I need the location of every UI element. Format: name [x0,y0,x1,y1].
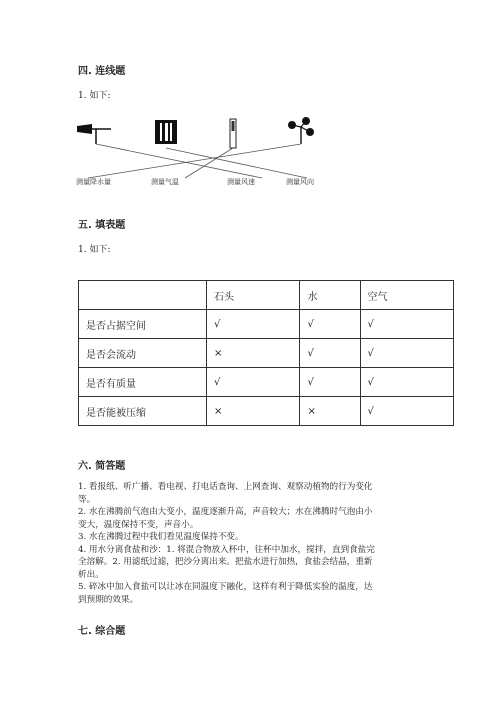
table-header-cell: 石头 [207,281,300,310]
answer-line: 4. 用水分离食盐和沙：1. 将混合物放入杯中，往杯中加水，搅拌，直到食盐完 [78,544,375,555]
table-cell: 是否有质量 [79,368,207,397]
table-row [79,397,454,426]
label-wind-direction: 测量风向 [286,178,314,186]
section-4-title: 四. 连线题 [78,66,126,77]
wind-speed-gauge-icon [230,119,236,148]
table-cell: √ [300,339,360,368]
section-7-title: 七. 综合题 [78,626,126,637]
table-cell: √ [360,397,453,426]
section-5-title: 五. 填表题 [78,220,126,231]
property-table [78,280,454,426]
label-precipitation: 测量降水量 [76,178,111,186]
table-row [79,368,454,397]
table-cell: 是否会流动 [79,339,207,368]
answer-line: 等。 [78,494,96,505]
answer-line: 1. 看报纸、听广播、看电视、打电话查询、上网查询、观察动植物的行为变化 [78,482,373,492]
table-row [79,339,454,368]
table-header-cell: 空气 [360,281,453,310]
table-cell: √ [207,310,300,339]
label-temperature: 测量气温 [151,178,179,186]
answer-line: 变大，温度保持不变，声音小。 [78,519,199,530]
table-cell: 是否能被压缩 [79,397,207,426]
table-header-row [79,281,454,310]
table-cell: × [300,397,360,426]
answer-line: 2. 水在沸腾前气泡由大变小，温度逐渐升高，声音较大；水在沸腾时气泡由小 [78,507,373,517]
section-6-title: 六. 简答题 [78,461,126,472]
table-cell: √ [300,310,360,339]
wind-vane-icon [288,117,314,144]
section-4-intro: 1. 如下: [78,91,111,101]
table-cell: × [207,397,300,426]
match-line [185,148,233,178]
table-cell: √ [360,310,453,339]
table-cell: √ [207,368,300,397]
answer-line: 到预期的效果。 [78,594,139,605]
rain-gauge-icon [77,124,111,144]
thermometer-box-icon [155,120,177,144]
answer-line: 3. 水在沸腾过程中我们看见温度保持不变。 [78,532,244,542]
table-cell: √ [360,368,453,397]
label-wind-speed: 测量风速 [227,178,255,186]
table-header-cell [79,281,207,310]
short-answer-block [78,481,430,606]
table-cell: × [207,339,300,368]
answer-line: 全溶解。2. 用滤纸过滤，把沙分离出来。把盐水进行加热，食盐会结晶，重新 [78,557,373,567]
table-cell: √ [300,368,360,397]
table-header-cell: 水 [300,281,360,310]
table-cell: √ [360,339,453,368]
section-5-intro: 1. 如下: [78,245,111,255]
answer-line: 析出。 [78,569,104,580]
table-row [79,310,454,339]
answer-line: 5. 碎冰中加入食盐可以让冰在同温度下融化，这样有利于降低实验的温度，达 [78,582,373,592]
table-cell: 是否占据空间 [79,310,207,339]
